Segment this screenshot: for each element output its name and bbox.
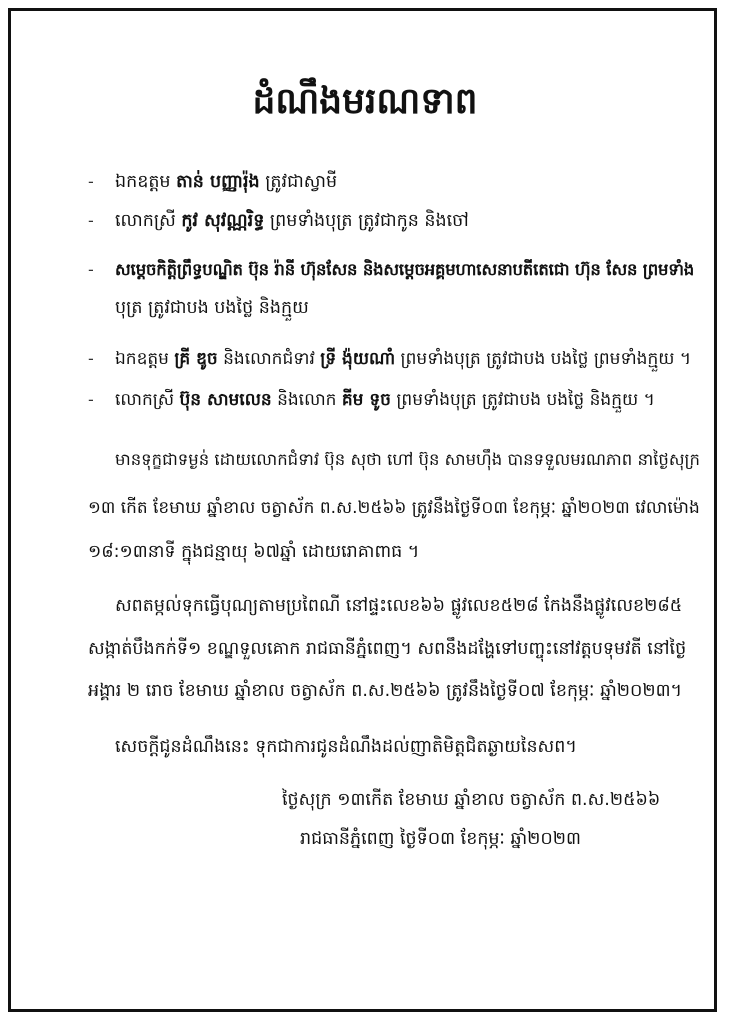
list-item <box>115 168 337 196</box>
bullet-dash: - <box>88 211 94 230</box>
person-name: គ្រី ឌូច <box>174 349 218 369</box>
list-item <box>115 207 469 235</box>
bullet-dash: - <box>88 172 94 191</box>
date-line-lunar: ថ្ងៃសុក្រ ១៣កើត ខែមាឃ ឆ្នាំខាល ចត្វាស័ក ព.ស.២៥៦៦ <box>282 790 661 810</box>
item-text: លោកស្រី <box>115 211 182 231</box>
item-text: ឯកឧត្តម <box>115 349 175 369</box>
paragraph-line: ១៣ កើត ខែមាឃ ឆ្នាំខាល ចត្វាស័ក ព.ស.២៥៦៦ ត្រូវនឹងថ្ងៃទី០៣ ខែកុម្ភៈ ឆ្នាំ២០២៣ វេលាម៉ោង <box>88 497 700 517</box>
paragraph-line: សពតម្កល់ទុកធ្វើបុណ្យតាមប្រពៃណី នៅផ្ទះលេខ៦៦ ផ្លូវលេខ៥២៨ កែងនឹងផ្លូវលេខ២៨៥ <box>115 596 683 616</box>
page-title: ដំណឹងមរណទាព <box>252 81 478 122</box>
paragraph-line: ១៨:១៣នាទី ក្នុងជន្មាយុ ៦៧ឆ្នាំ ដោយរោគាពាធ ។ <box>88 542 420 562</box>
item-text: ត្រូវជាស្វាមី <box>259 172 338 192</box>
bullet-dash: - <box>88 390 94 409</box>
item-text: លោកស្រី <box>115 390 180 410</box>
item-text: ព្រមទាំងបុត្រ ត្រូវជាកូន និងចៅ <box>264 211 469 231</box>
list-item-continuation: បុត្រ ត្រូវជាបង បងថ្លៃ និងក្មួយ <box>115 298 309 318</box>
person-name: ទ្រី ង៉ុយណាំ <box>320 349 396 369</box>
item-text: ព្រមទាំងបុត្រ ត្រូវជាបង បងថ្លៃ និងក្មួយ ។ <box>390 390 655 410</box>
list-item: សម្ដេចកិត្តិព្រឹទ្ធបណ្ឌិត ប៊ុន រ៉ានី ហ៊ុនសែន និងសម្ដេចអគ្គមហាសេនាបតីតេជោ ហ៊ុន សែន ព្រមទាំង <box>115 260 695 279</box>
list-item <box>115 386 655 414</box>
item-text: ព្រមទាំងបុត្រ ត្រូវជាបង បងថ្លៃ ព្រមទាំងក្មួយ ។ <box>395 349 692 369</box>
item-text: និងលោក <box>271 390 342 410</box>
paragraph-line: មានទុក្ខជាទម្ងន់ ដោយលោកជំទាវ ប៊ុន សុថា ហៅ ប៊ុន សាមហ៊ឹង បានទទួលមរណភាព នាថ្ងៃសុក្រ <box>115 450 700 469</box>
paragraph-line: អង្គារ ២ រោច ខែមាឃ ឆ្នាំខាល ចត្វាស័ក ព.ស.២៥៦៦ ត្រូវនឹងថ្ងៃទី០៧ ខែកុម្ភៈ ឆ្នាំ២០២៣។ <box>88 681 683 701</box>
person-name: តាន់ បញ្ញារ៉ុង <box>176 172 260 192</box>
date-line-place: រាជធានីភ្នំពេញ ថ្ងៃទី០៣ ខែកុម្ភៈ ឆ្នាំ២០២៣ <box>300 829 581 849</box>
person-name: កូវ សុវណ្ណរិទ្ធ <box>181 211 265 231</box>
bullet-dash: - <box>88 260 94 279</box>
person-name: គីម ទូច <box>341 390 391 410</box>
item-text: ឯកឧត្តម <box>115 172 177 192</box>
person-name: ប៊ុន សាមលេន <box>179 390 272 410</box>
list-item <box>115 345 691 373</box>
closing-note: សេចក្ដីជូនដំណឹងនេះ ទុកជាការជូនដំណឹងដល់ញាតិមិត្តជិតឆ្ងាយនៃសព។ <box>115 737 577 757</box>
item-text: និងលោកជំទាវ <box>217 349 321 369</box>
paragraph-line: សង្កាត់បឹងកក់ទី១ ខណ្ឌទួលគោក រាជធានីភ្នំពេញ។ សពនឹងដង្ហែទៅបញ្ចុះនៅវត្តបទុមវតី នៅថ្ងៃ <box>88 639 687 659</box>
bullet-dash: - <box>88 349 94 368</box>
